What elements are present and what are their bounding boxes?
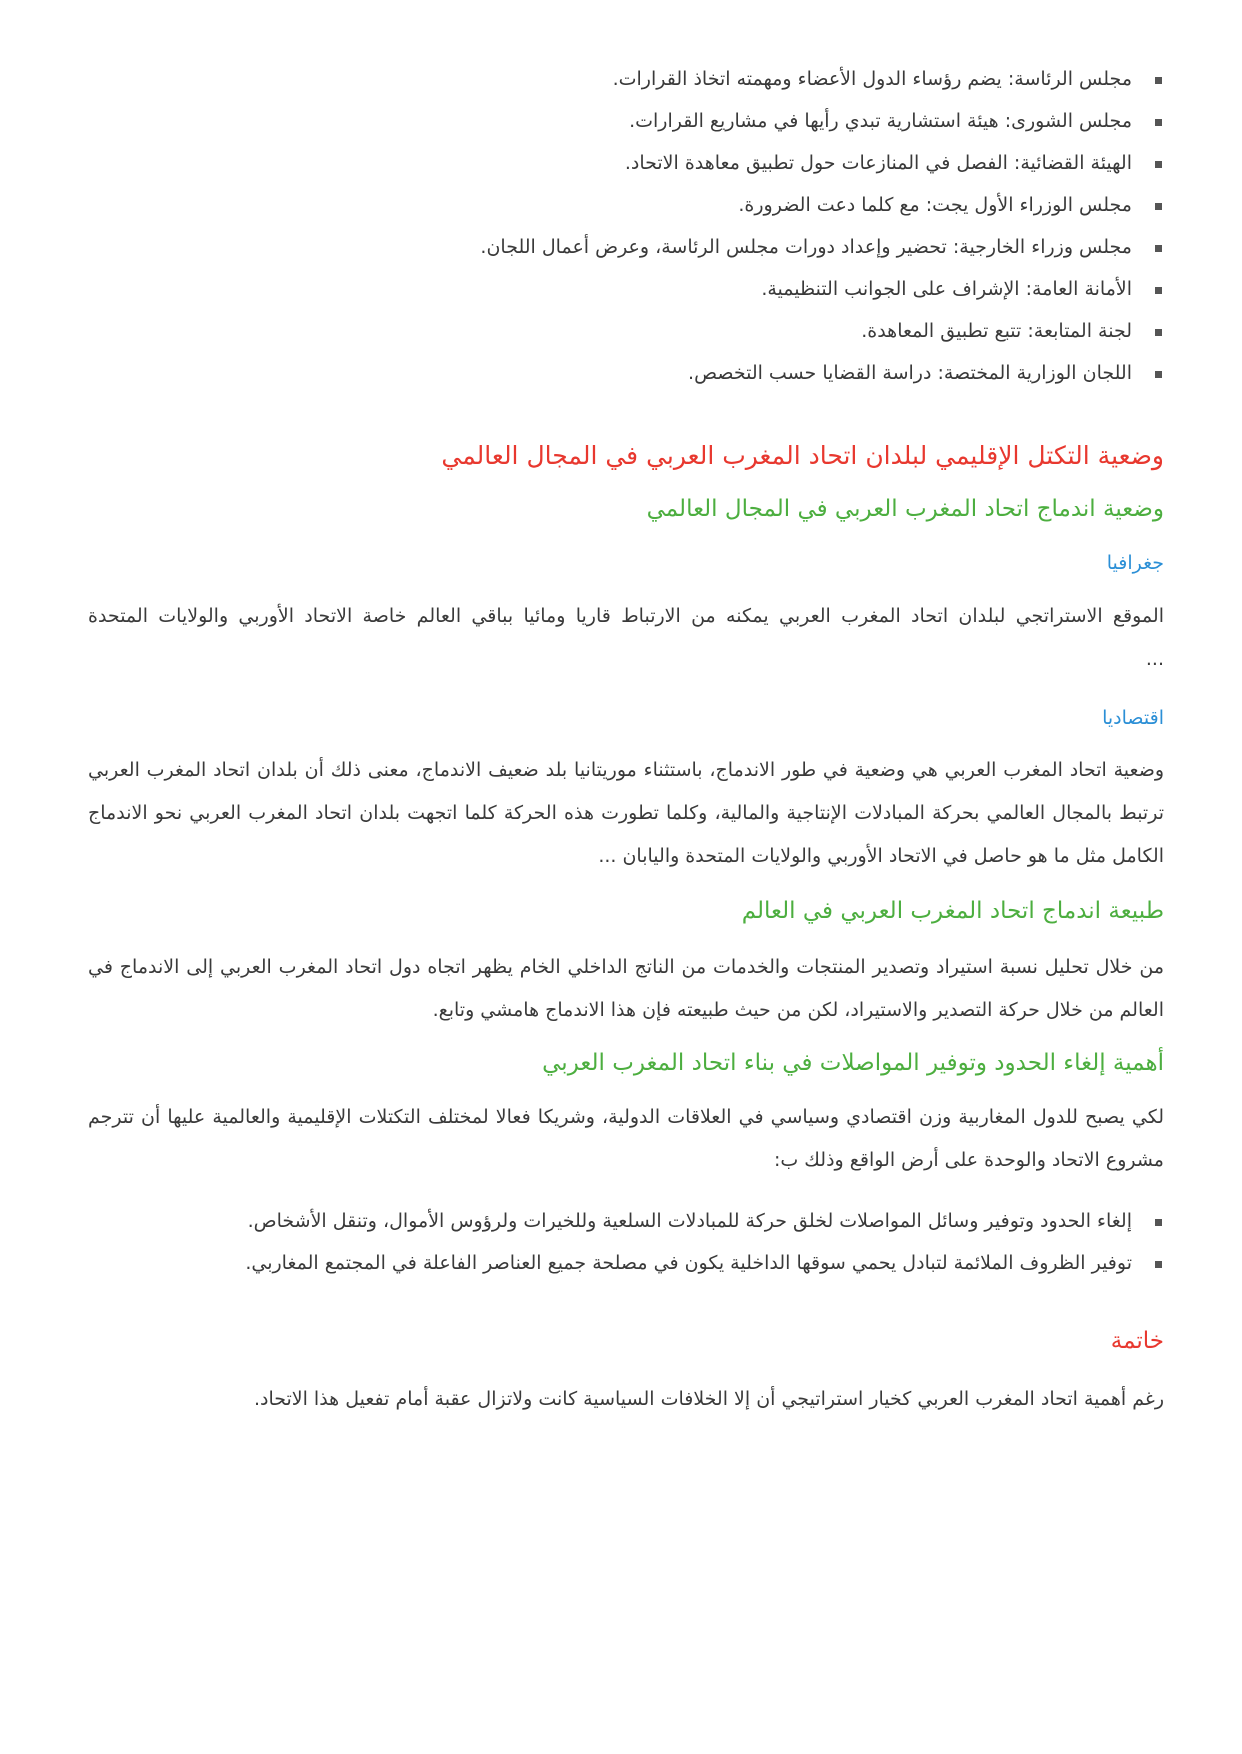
integration-title: وضعية اندماج اتحاد المغرب العربي في المجال العالمي xyxy=(646,496,1164,522)
conclusion-text: رغم أهمية اتحاد المغرب العربي كخيار استراتيجي أن إلا الخلافات السياسية كانت ولاتزال عقبة أمام تفعيل هذا الاتحاد. xyxy=(253,1388,1164,1410)
borders-title: أهمية إلغاء الحدود وتوفير المواصلات في بناء اتحاد المغرب العربي xyxy=(542,1050,1164,1076)
geography-label: جغرافيا xyxy=(1106,552,1164,574)
geography-ellipsis: ... xyxy=(1145,648,1164,670)
nature-text: من خلال تحليل نسبة استيراد وتصدير المنتجات والخدمات من الناتج الداخلي الخام يظهر اتجاه دول اتحاد المغرب العربي إلى الاندماج في العالم من خلال حركة التصدير والاستيراد، لكن من حيث طبيعته فإن هذا الاندماج هامشي وتابع. xyxy=(88,956,1164,1021)
list-item: لجنة المتابعة: تتبع تطبيق المعاهدة. xyxy=(88,310,1132,352)
geography-text-body: الموقع الاستراتجي لبلدان اتحاد المغرب العربي يمكنه من الارتباط قاريا ومائيا بباقي العالم خاصة الاتحاد الأوربي والولايات المتحدة xyxy=(88,605,1164,627)
section-title: وضعية التكتل الإقليمي لبلدان اتحاد المغرب العربي في المجال العالمي xyxy=(441,441,1164,470)
list-item: الهيئة القضائية: الفصل في المنازعات حول تطبيق معاهدة الاتحاد. xyxy=(88,142,1132,184)
list-item: مجلس الرئاسة: يضم رؤساء الدول الأعضاء ومهمته اتخاذ القرارات. xyxy=(88,58,1132,100)
borders-text: لكي يصبح للدول المغاربية وزن اقتصادي وسياسي في العلاقات الدولية، وشريكا فعالا لمختلف التكتلات الإقليمية والعالمية عليها أن تترجم مشروع الاتحاد والوحدة على أرض الواقع وذلك ب: xyxy=(88,1106,1164,1171)
economy-text: وضعية اتحاد المغرب العربي هي وضعية في طور الاندماج، باستثناء موريتانيا بلد ضعيف الاندماج، معنى ذلك أن بلدان اتحاد المغرب العربي ترتبط بالمجال العالمي بحركة المبادلات الإنتاجية والمالية، وكلما تطورت هذه الحركة كلما اتجهت بلدان اتحاد المغرب العربي نحو الاندماج الكامل مثل ما هو حاصل في الاتحاد الأوربي والولايات المتحدة واليابان ... xyxy=(88,759,1164,867)
list-item: اللجان الوزارية المختصة: دراسة القضايا حسب التخصص. xyxy=(88,352,1132,394)
list-item: مجلس الوزراء الأول يجت: مع كلما دعت الضرورة. xyxy=(88,184,1132,226)
list-item: الأمانة العامة: الإشراف على الجوانب التنظيمية. xyxy=(88,268,1132,310)
list-item: إلغاء الحدود وتوفير وسائل المواصلات لخلق حركة للمبادلات السلعية وللخيرات ولرؤوس الأموال، وتنقل الأشخاص. xyxy=(88,1200,1132,1242)
economy-label: اقتصاديا xyxy=(1102,707,1164,729)
borders-list xyxy=(88,1200,1164,1284)
geography-text xyxy=(88,595,1164,681)
conclusion-title: خاتمة xyxy=(1110,1328,1164,1354)
councils-list xyxy=(88,58,1164,394)
nature-title: طبيعة اندماج اتحاد المغرب العربي في العالم xyxy=(741,898,1164,924)
list-item: توفير الظروف الملائمة لتبادل يحمي سوقها الداخلية يكون في مصلحة جميع العناصر الفاعلة في المجتمع المغاربي. xyxy=(88,1242,1132,1284)
list-item: مجلس وزراء الخارجية: تحضير وإعداد دورات مجلس الرئاسة، وعرض أعمال اللجان. xyxy=(88,226,1132,268)
list-item: مجلس الشورى: هيئة استشارية تبدي رأيها في مشاريع القرارات. xyxy=(88,100,1132,142)
